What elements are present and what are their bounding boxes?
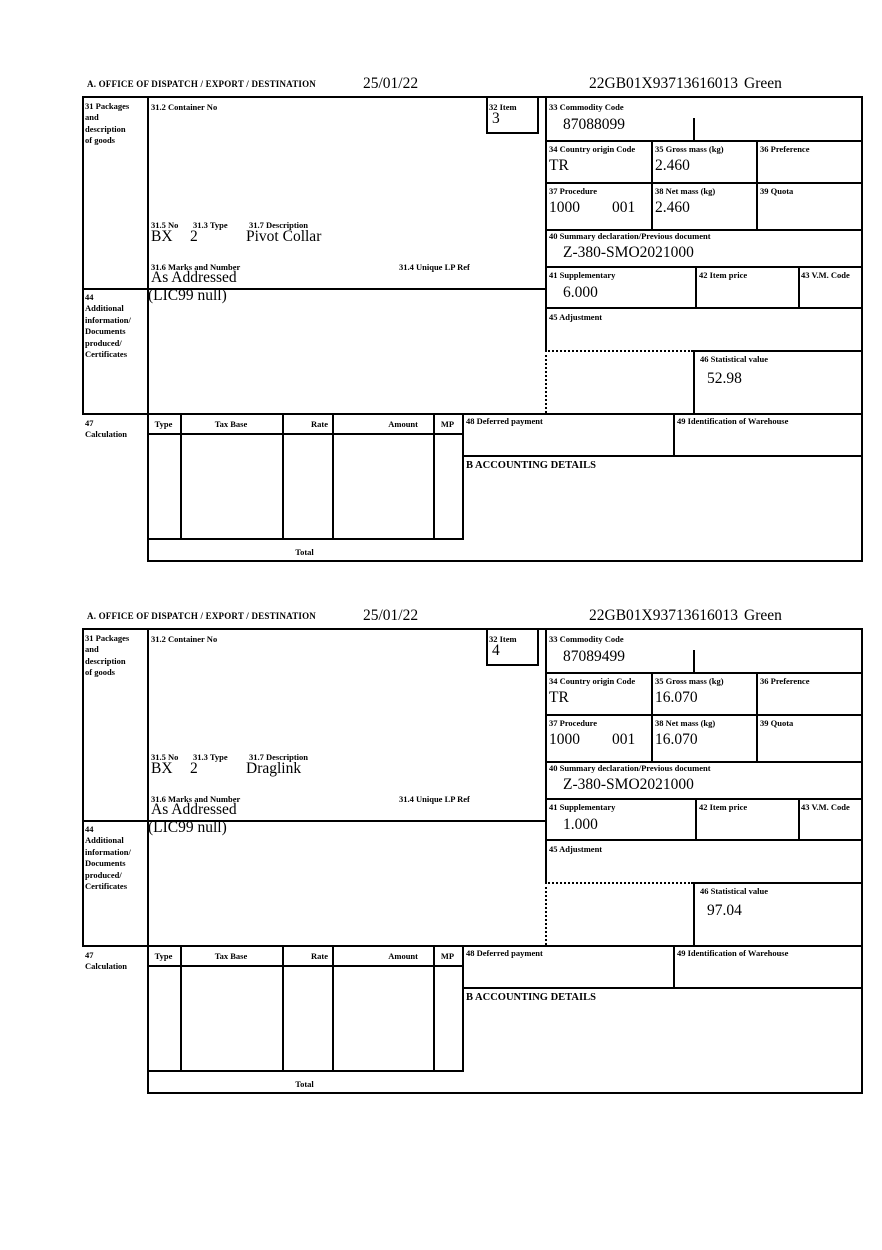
divider-line [462, 987, 863, 989]
divider-line [82, 96, 863, 98]
movement-reference: 22GB01X93713616013 [589, 607, 738, 624]
tax-base-header: Tax Base [214, 419, 248, 429]
commodity-code-label: 33 Commodity Code [549, 102, 624, 112]
country-origin-value: TR [549, 157, 569, 174]
commodity-code-label: 33 Commodity Code [549, 634, 624, 644]
declaration-date: 25/01/22 [363, 75, 419, 92]
declaration-date: 25/01/22 [363, 607, 419, 624]
goods-description-label: 31.7 Description [249, 752, 309, 762]
divider-line [545, 798, 863, 800]
divider-line [147, 628, 149, 1094]
packages-type-value: 2 [190, 228, 198, 245]
packages-type-value: 2 [190, 760, 198, 777]
statistical-value: 97.04 [707, 902, 742, 919]
divider-line [673, 945, 675, 989]
routing-status: Green [744, 607, 782, 624]
item-price-label: 42 Item price [699, 270, 748, 280]
additional-info-value: (LIC99 null) [148, 287, 227, 304]
accounting-details-label: B ACCOUNTING DETAILS [466, 460, 596, 471]
divider-line [486, 628, 488, 664]
divider-line [545, 714, 863, 716]
divider-line [545, 307, 863, 309]
divider-line [147, 538, 464, 540]
divider-line [537, 96, 539, 134]
rate-header: Rate [311, 951, 328, 961]
tax-base-header: Tax Base [214, 951, 248, 961]
statistical-value: 52.98 [707, 370, 742, 387]
calculation-label: 47 Calculation [85, 950, 128, 972]
net-mass-label: 38 Net mass (kg) [655, 186, 716, 196]
marks-and-number-value: As Addressed [151, 269, 237, 286]
divider-line [82, 96, 84, 415]
packages-no-label: 31.5 No [151, 220, 179, 230]
divider-line [462, 945, 464, 1072]
divider-line [693, 650, 695, 674]
divider-line [462, 455, 863, 457]
supplementary-label: 41 Supplementary [549, 270, 616, 280]
divider-line [651, 140, 653, 231]
divider-line [545, 266, 863, 268]
packages-no-value: BX [151, 228, 173, 245]
net-mass-value: 2.460 [655, 199, 690, 216]
deferred-payment-label: 48 Deferred payment [466, 416, 543, 426]
office-of-dispatch-label: A. OFFICE OF DISPATCH / EXPORT / DESTINATION [87, 611, 317, 621]
divider-line [545, 839, 863, 841]
previous-document-label: 40 Summary declaration/Previous document [549, 763, 711, 773]
gross-mass-label: 35 Gross mass (kg) [655, 676, 724, 686]
divider-line [693, 882, 695, 947]
divider-line [82, 628, 863, 630]
marks-and-number-label: 31.6 Marks and Number [151, 794, 241, 804]
item-price-label: 42 Item price [699, 802, 748, 812]
packages-no-value: BX [151, 760, 173, 777]
procedure-label: 37 Procedure [549, 718, 598, 728]
amount-header: Amount [388, 419, 418, 429]
statistical-value-label: 46 Statistical value [700, 886, 768, 896]
dotted-divider [545, 882, 547, 945]
procedure-value-2: 001 [612, 199, 636, 216]
goods-description-value: Draglink [246, 760, 302, 777]
divider-line [756, 140, 758, 231]
total-label: Total [295, 1079, 314, 1089]
statistical-value-label: 46 Statistical value [700, 354, 768, 364]
container-no-label: 31.2 Container No [151, 102, 218, 112]
unique-lp-ref-label: 31.4 Unique LP Ref [399, 794, 470, 804]
previous-document-value: Z-380-SMO2021000 [563, 244, 694, 261]
divider-line [861, 628, 863, 1094]
declaration-item-section [0, 607, 882, 1096]
mp-header: MP [440, 951, 455, 961]
dotted-divider [545, 882, 693, 884]
divider-line [798, 798, 800, 841]
commodity-code-value: 87088099 [563, 116, 625, 133]
goods-description-value: Pivot Collar [246, 228, 322, 245]
procedure-value-2: 001 [612, 731, 636, 748]
additional-info-label: 44 Additional information/ Documents produced/ Certificates [85, 292, 131, 360]
amount-header: Amount [388, 951, 418, 961]
divider-line [537, 628, 539, 666]
mp-header: MP [440, 419, 455, 429]
divider-line [147, 96, 149, 562]
divider-line [545, 182, 863, 184]
additional-info-label: 44 Additional information/ Documents produced/ Certificates [85, 824, 131, 892]
dotted-divider [545, 350, 693, 352]
item-box-label: 32 Item [489, 102, 517, 112]
country-origin-label: 34 Country origin Code [549, 144, 636, 154]
quota-label: 39 Quota [760, 186, 794, 196]
packages-type-label: 31.3 Type [193, 220, 228, 230]
procedure-label: 37 Procedure [549, 186, 598, 196]
marks-and-number-label: 31.6 Marks and Number [151, 262, 241, 272]
gross-mass-value: 16.070 [655, 689, 698, 706]
divider-line [147, 965, 464, 967]
movement-reference: 22GB01X93713616013 [589, 75, 738, 92]
net-mass-value: 16.070 [655, 731, 698, 748]
divider-line [651, 672, 653, 763]
divider-line [861, 96, 863, 562]
item-box-label: 32 Item [489, 634, 517, 644]
packages-no-label: 31.5 No [151, 752, 179, 762]
supplementary-label: 41 Supplementary [549, 802, 616, 812]
routing-status: Green [744, 75, 782, 92]
gross-mass-value: 2.460 [655, 157, 690, 174]
commodity-code-value: 87089499 [563, 648, 625, 665]
divider-line [147, 1070, 464, 1072]
additional-info-value: (LIC99 null) [148, 819, 227, 836]
divider-line [486, 132, 539, 134]
unique-lp-ref-label: 31.4 Unique LP Ref [399, 262, 470, 272]
goods-description-label: 31.7 Description [249, 220, 309, 230]
packages-type-label: 31.3 Type [193, 752, 228, 762]
rate-header: Rate [311, 419, 328, 429]
adjustment-label: 45 Adjustment [549, 312, 603, 322]
divider-line [462, 413, 464, 540]
declaration-item-section [0, 75, 882, 564]
divider-line [545, 672, 863, 674]
previous-document-value: Z-380-SMO2021000 [563, 776, 694, 793]
divider-line [545, 140, 863, 142]
divider-line [147, 433, 464, 435]
divider-line [695, 266, 697, 309]
packages-description-label: 31 Packages and description of goods [85, 101, 130, 146]
divider-line [693, 350, 863, 352]
office-of-dispatch-label: A. OFFICE OF DISPATCH / EXPORT / DESTINATION [87, 79, 317, 89]
supplementary-value: 6.000 [563, 284, 598, 301]
quota-label: 39 Quota [760, 718, 794, 728]
tax-type-header: Type [154, 951, 173, 961]
item-number: 3 [492, 110, 500, 127]
net-mass-label: 38 Net mass (kg) [655, 718, 716, 728]
adjustment-label: 45 Adjustment [549, 844, 603, 854]
divider-line [82, 945, 863, 947]
country-origin-value: TR [549, 689, 569, 706]
gross-mass-label: 35 Gross mass (kg) [655, 144, 724, 154]
preference-label: 36 Preference [760, 144, 810, 154]
divider-line [756, 672, 758, 763]
vm-code-label: 43 V.M. Code [801, 802, 850, 812]
divider-line [693, 882, 863, 884]
divider-line [798, 266, 800, 309]
divider-line [82, 413, 863, 415]
marks-and-number-value: As Addressed [151, 801, 237, 818]
divider-line [545, 628, 547, 884]
divider-line [693, 350, 695, 415]
divider-line [673, 413, 675, 457]
warehouse-id-label: 49 Identification of Warehouse [677, 948, 789, 958]
divider-line [545, 96, 547, 352]
deferred-payment-label: 48 Deferred payment [466, 948, 543, 958]
procedure-value: 1000 [549, 199, 580, 216]
vm-code-label: 43 V.M. Code [801, 270, 850, 280]
divider-line [486, 664, 539, 666]
previous-document-label: 40 Summary declaration/Previous document [549, 231, 711, 241]
divider-line [82, 628, 84, 947]
item-number: 4 [492, 642, 500, 659]
procedure-value: 1000 [549, 731, 580, 748]
calculation-label: 47 Calculation [85, 418, 128, 440]
packages-description-label: 31 Packages and description of goods [85, 633, 130, 678]
divider-line [693, 118, 695, 142]
dotted-divider [545, 350, 547, 413]
accounting-details-label: B ACCOUNTING DETAILS [466, 992, 596, 1003]
supplementary-value: 1.000 [563, 816, 598, 833]
divider-line [486, 96, 488, 132]
preference-label: 36 Preference [760, 676, 810, 686]
tax-type-header: Type [154, 419, 173, 429]
total-label: Total [295, 547, 314, 557]
divider-line [695, 798, 697, 841]
country-origin-label: 34 Country origin Code [549, 676, 636, 686]
container-no-label: 31.2 Container No [151, 634, 218, 644]
warehouse-id-label: 49 Identification of Warehouse [677, 416, 789, 426]
